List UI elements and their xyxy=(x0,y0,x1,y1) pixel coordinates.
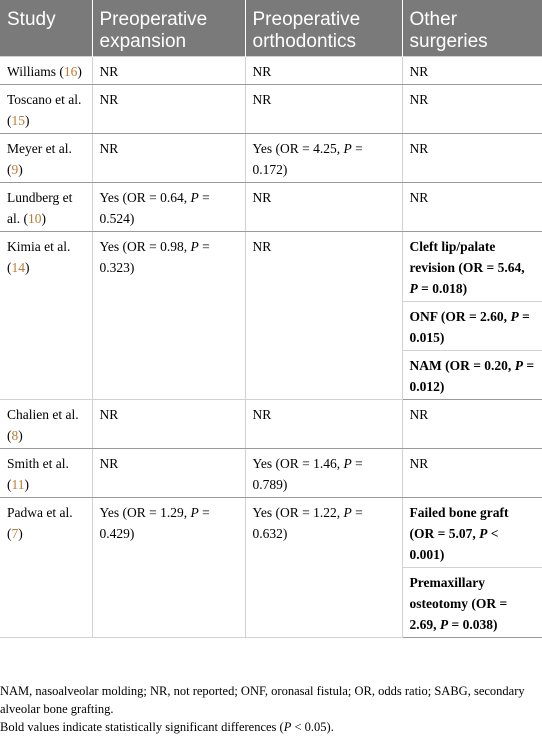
reference-link: 16 xyxy=(63,64,78,79)
study-cell xyxy=(0,85,92,134)
reference-close: ) xyxy=(24,477,29,492)
value-stat: = 0.172) xyxy=(252,141,363,177)
other-surgeries-cell xyxy=(402,568,542,638)
p-symbol: P xyxy=(190,505,199,520)
value-text: Yes (OR = 1.22, xyxy=(252,505,344,520)
value-text: Yes (OR = 4.25, xyxy=(252,141,344,156)
value-stat: = 0.524) xyxy=(99,190,210,226)
other-surgeries-cell xyxy=(402,351,542,400)
value-stat: = 0.323) xyxy=(99,239,210,275)
value-text: Premaxillary osteotomy (OR = 2.69, xyxy=(409,575,508,632)
preoperative-orthodontics-cell: NR xyxy=(245,400,402,449)
reference-close: ) xyxy=(18,428,23,443)
preoperative-orthodontics-cell: NR xyxy=(245,232,402,400)
other-surgeries-cell: NR xyxy=(402,400,542,449)
value-text: Yes (OR = 0.64, xyxy=(99,190,191,205)
preoperative-expansion-cell xyxy=(92,498,245,638)
other-surgeries-cell: NR xyxy=(402,57,542,85)
preoperative-expansion-cell: NR xyxy=(92,85,245,134)
other-surgeries-cell xyxy=(402,498,542,568)
p-symbol: P xyxy=(514,358,523,373)
preoperative-expansion-cell: NR xyxy=(92,57,245,85)
value-stat: = 0.632) xyxy=(252,505,363,541)
table-row xyxy=(0,183,542,232)
table-body xyxy=(0,57,542,638)
value-text: Yes (OR = 1.29, xyxy=(99,505,191,520)
study-name: Chalien et al. ( xyxy=(7,407,79,443)
reference-link: 7 xyxy=(11,526,19,541)
header-study: Study xyxy=(0,0,92,57)
reference-link: 10 xyxy=(28,211,42,226)
table-row xyxy=(0,134,542,183)
table-row xyxy=(0,400,542,449)
preoperative-orthodontics-cell xyxy=(245,498,402,638)
preoperative-orthodontics-cell xyxy=(245,449,402,498)
p-symbol: P xyxy=(409,281,418,296)
p-symbol: P xyxy=(283,720,292,734)
study-cell xyxy=(0,57,92,85)
preoperative-orthodontics-cell: NR xyxy=(245,57,402,85)
value-text: Cleft lip/palate revision (OR = 5.64, xyxy=(409,239,525,275)
study-name: Smith et al. ( xyxy=(7,456,69,492)
other-surgeries-cell xyxy=(402,232,542,302)
reference-close: ) xyxy=(41,211,46,226)
reference-close: ) xyxy=(18,526,23,541)
preoperative-expansion-cell xyxy=(92,232,245,400)
value-text: Yes (OR = 0.98, xyxy=(99,239,191,254)
study-name: Lundberg et al. ( xyxy=(7,190,73,226)
value-text: Failed bone graft (OR = 5.07, xyxy=(409,505,509,541)
header-other-surgeries: Other surgeries xyxy=(402,0,542,57)
value-stat: = 0.789) xyxy=(252,456,363,492)
other-surgeries-cell: NR xyxy=(402,85,542,134)
study-name: Williams ( xyxy=(7,64,64,79)
reference-link: 11 xyxy=(11,477,25,492)
preoperative-orthodontics-cell: NR xyxy=(245,183,402,232)
reference-link: 15 xyxy=(11,113,25,128)
reference-link: 14 xyxy=(11,260,25,275)
preoperative-orthodontics-cell: NR xyxy=(245,85,402,134)
preoperative-expansion-cell: NR xyxy=(92,449,245,498)
value-stat: = 0.018) xyxy=(417,281,468,296)
table-row xyxy=(0,498,542,568)
p-symbol: P xyxy=(479,526,488,541)
header-row xyxy=(0,0,542,57)
study-cell xyxy=(0,232,92,400)
p-symbol: P xyxy=(343,141,352,156)
study-cell xyxy=(0,134,92,183)
other-surgeries-cell: NR xyxy=(402,449,542,498)
study-cell xyxy=(0,449,92,498)
reference-close: ) xyxy=(25,113,30,128)
p-symbol: P xyxy=(439,617,449,632)
reference-link: 8 xyxy=(11,428,19,443)
p-symbol: P xyxy=(343,505,352,520)
table-footnotes xyxy=(0,682,542,736)
preoperative-expansion-cell: NR xyxy=(92,134,245,183)
reference-close: ) xyxy=(18,162,23,177)
table-row xyxy=(0,449,542,498)
p-symbol: P xyxy=(190,239,199,254)
study-cell xyxy=(0,400,92,449)
other-surgeries-cell: NR xyxy=(402,134,542,183)
value-text: Yes (OR = 1.46, xyxy=(252,456,344,471)
value-stat: = 0.038) xyxy=(448,617,498,632)
table-row xyxy=(0,232,542,302)
study-cell xyxy=(0,498,92,638)
value-text: ONF (OR = 2.60, xyxy=(409,309,511,324)
study-name: Kimia et al. ( xyxy=(7,239,71,275)
reference-close: ) xyxy=(25,260,30,275)
value-stat: < 0.001) xyxy=(409,526,499,562)
other-surgeries-cell: NR xyxy=(402,183,542,232)
table-row xyxy=(0,57,542,85)
study-name: Padwa et al. ( xyxy=(7,505,73,541)
value-text: NAM (OR = 0.20, xyxy=(409,358,515,373)
significance-note xyxy=(0,718,542,736)
table-row xyxy=(0,85,542,134)
study-name: Meyer et al. ( xyxy=(7,141,72,177)
preoperative-orthodontics-cell xyxy=(245,134,402,183)
preoperative-expansion-cell xyxy=(92,183,245,232)
value-stat: = 0.012) xyxy=(409,358,535,394)
value-stat: = 0.015) xyxy=(409,309,530,345)
significance-threshold: < 0.05). xyxy=(291,720,334,734)
reference-link: 9 xyxy=(11,162,19,177)
significance-note-text: Bold values indicate statistically significant differences ( xyxy=(0,720,284,734)
study-name: Toscano et al. ( xyxy=(7,92,82,128)
reference-close: ) xyxy=(77,64,82,79)
table-header xyxy=(0,0,542,57)
abbreviations-note: NAM, nasoalveolar molding; NR, not reported; ONF, oronasal fistula; OR, odds ratio; SABG, secondary alveolar bone grafting. xyxy=(0,684,525,716)
p-symbol: P xyxy=(190,190,199,205)
study-cell xyxy=(0,183,92,232)
value-stat: = 0.429) xyxy=(99,505,210,541)
preoperative-expansion-cell: NR xyxy=(92,400,245,449)
p-symbol: P xyxy=(343,456,352,471)
header-preoperative-expansion: Preoperative expansion xyxy=(92,0,245,57)
header-preoperative-orthodontics: Preoperative orthodontics xyxy=(245,0,402,57)
other-surgeries-cell xyxy=(402,302,542,351)
p-symbol: P xyxy=(510,309,519,324)
